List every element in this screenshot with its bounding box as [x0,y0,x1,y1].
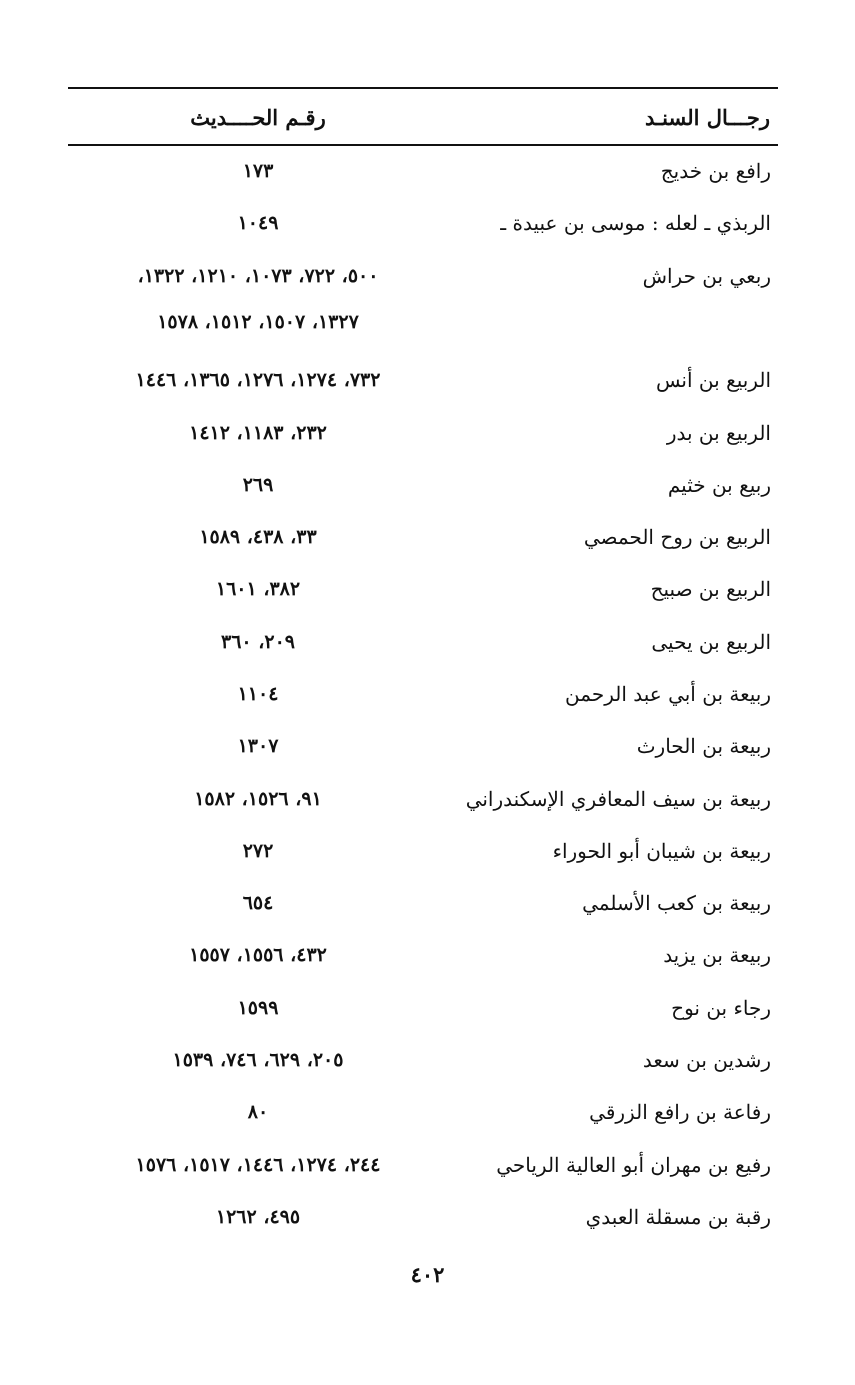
hadith-numbers-line: ٢٣٢، ١١٨٣، ١٤١٢ [189,422,327,444]
narrator-name: ربيعة بن أبي عبد الرحمن [565,682,771,706]
hadith-numbers-line: ٩١، ١٥٢٦، ١٥٨٢ [194,788,322,810]
hadith-numbers-line: ٤٣٢، ١٥٥٦، ١٥٥٧ [189,944,327,966]
hadith-numbers-line: ٣٣، ٤٣٨، ١٥٨٩ [199,526,317,548]
hadith-numbers-line: ٢٧٢ [242,840,274,862]
hadith-numbers [68,885,448,931]
top-rule [68,87,778,89]
hadith-numbers-line: ٣٨٢، ١٦٠١ [215,578,301,600]
hadith-numbers [68,1147,448,1193]
narrator-name: ربيعة بن شيبان أبو الحوراء [552,839,771,863]
table-header [68,96,778,140]
narrator-name: رجاء بن نوح [671,996,771,1020]
hadith-numbers-line: ١٥٩٩ [237,997,279,1019]
narrator-name: الربيع بن صبيح [650,577,771,601]
narrator-name: ربيعة بن يزيد [663,943,771,967]
hadith-numbers-line: ٧٣٢، ١٢٧٤، ١٢٧٦، ١٣٦٥، ١٤٤٦ [135,369,381,391]
page-number: ٤٠٢ [410,1262,445,1287]
hadith-numbers-line: ٤٩٥، ١٢٦٢ [215,1206,301,1228]
hadith-numbers-line: ٢٠٥، ٦٢٩، ٧٤٦، ١٥٣٩ [172,1049,344,1071]
hadith-numbers-line: ٦٥٤ [242,892,274,914]
hadith-numbers-line: ٥٠٠، ٧٢٢، ١٠٧٣، ١٢١٠، ١٣٢٢، [137,265,379,287]
narrator-name: ربيعة بن الحارث [636,734,771,758]
hadith-numbers [68,415,448,461]
narrator-name: الربيع بن يحيى [651,630,771,654]
hadith-numbers-line: ٢٦٩ [242,474,274,496]
hadith-numbers [68,1042,448,1088]
narrator-name: رشدين بن سعد [642,1048,771,1072]
narrator-name: الربيع بن روح الحمصي [583,525,771,549]
narrator-name: ربيعة بن كعب الأسلمي [582,891,771,915]
narrator-name: الربيع بن أنس [655,368,771,392]
hadith-numbers [68,153,448,199]
header-rule [68,144,778,146]
narrators-column-header: رجـــال السنـد [644,105,770,130]
hadith-numbers [68,571,448,617]
hadith-numbers [68,728,448,774]
hadith-numbers [68,1094,448,1140]
hadith-numbers-line: ٢٠٩، ٣٦٠ [221,631,295,653]
hadith-numbers [68,467,448,513]
hadith-numbers-line: ٨٠ [247,1101,269,1123]
hadith-numbers-line: ١٧٣ [242,160,274,182]
hadith-numbers [68,676,448,722]
hadith-numbers [68,937,448,983]
hadith-number-column-header: رقـم الحــــديث [190,105,326,130]
narrator-name: الربيع بن بدر [666,421,771,445]
narrator-name: رافع بن خديج [660,159,771,183]
hadith-numbers [68,990,448,1036]
hadith-numbers [68,1199,448,1245]
hadith-numbers-line: ١٠٤٩ [237,212,279,234]
narrator-name: ربيعة بن سيف المعافري الإسكندراني [465,787,771,811]
hadith-numbers [68,258,448,350]
hadith-numbers-line: ٢٤٤، ١٢٧٤، ١٤٤٦، ١٥١٧، ١٥٧٦ [135,1154,381,1176]
hadith-numbers [68,624,448,670]
narrator-name: الربذي ـ لعله : موسى بن عبيدة ـ [500,211,771,235]
narrator-name: رفاعة بن رافع الزرقي [589,1100,771,1124]
narrator-name: رفيع بن مهران أبو العالية الرياحي [496,1153,771,1177]
hadith-numbers [68,205,448,251]
hadith-numbers-line: ١١٠٤ [237,683,279,705]
hadith-numbers-line: ١٣٢٧، ١٥٠٧، ١٥١٢، ١٥٧٨ [157,311,359,333]
narrator-name: ربيع بن خثيم [667,473,771,497]
hadith-numbers [68,519,448,565]
hadith-numbers [68,781,448,827]
hadith-numbers [68,362,448,408]
narrator-name: رقبة بن مسقلة العبدي [585,1205,771,1229]
hadith-numbers [68,833,448,879]
hadith-numbers-line: ١٣٠٧ [237,735,279,757]
narrator-name: ربعي بن حراش [642,264,771,288]
